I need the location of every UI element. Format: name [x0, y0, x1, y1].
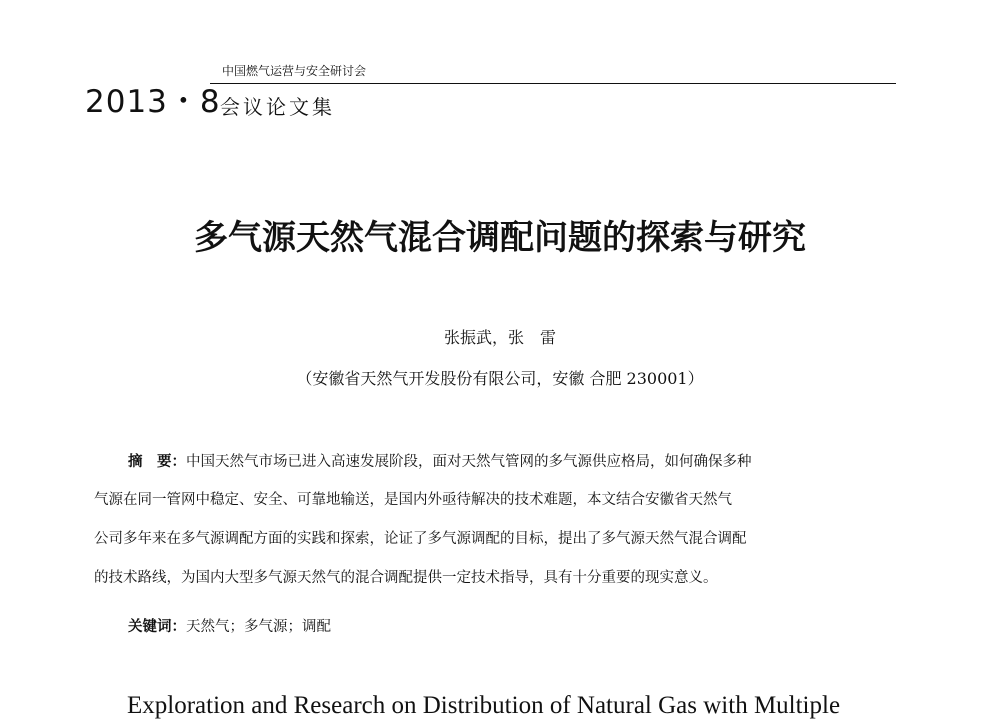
abstract-text-1: 中国天然气市场已进入高速发展阶段，面对天然气管网的多气源供应格局，如何确保多种: [186, 454, 752, 470]
paper-title: 多气源天然气混合调配问题的探索与研究: [194, 218, 806, 258]
english-title: Exploration and Research on Distribution of Natural Gas with Multiple: [127, 692, 841, 719]
keywords-label: 关键词：: [128, 619, 186, 635]
header-rule: [210, 83, 896, 84]
collection-name: 会议论文集: [220, 95, 335, 119]
paper-affiliation: （安徽省天然气开发股份有限公司，安徽 合肥 230001）: [296, 369, 704, 388]
abstract-line-4: 的技术路线，为国内大型多气源天然气的混合调配提供一定技术指导，具有十分重要的现实意义。: [94, 570, 718, 586]
abstract-label: 摘 要：: [128, 454, 186, 470]
abstract-line-1: [128, 450, 752, 471]
issue-date: 2013・8: [85, 84, 221, 120]
keywords-line: [128, 615, 331, 636]
keywords-value: 天然气；多气源；调配: [186, 619, 331, 635]
abstract-line-3: 公司多年来在多气源调配方面的实践和探索，论证了多气源调配的目标，提出了多气源天然气混合调配: [94, 531, 747, 547]
abstract-line-2: 气源在同一管网中稳定、安全、可靠地输送，是国内外亟待解决的技术难题，本文结合安徽省天然气: [94, 492, 732, 508]
conference-name: 中国燃气运营与安全研讨会: [222, 64, 367, 78]
paper-authors: 张振武，张 雷: [443, 328, 556, 347]
